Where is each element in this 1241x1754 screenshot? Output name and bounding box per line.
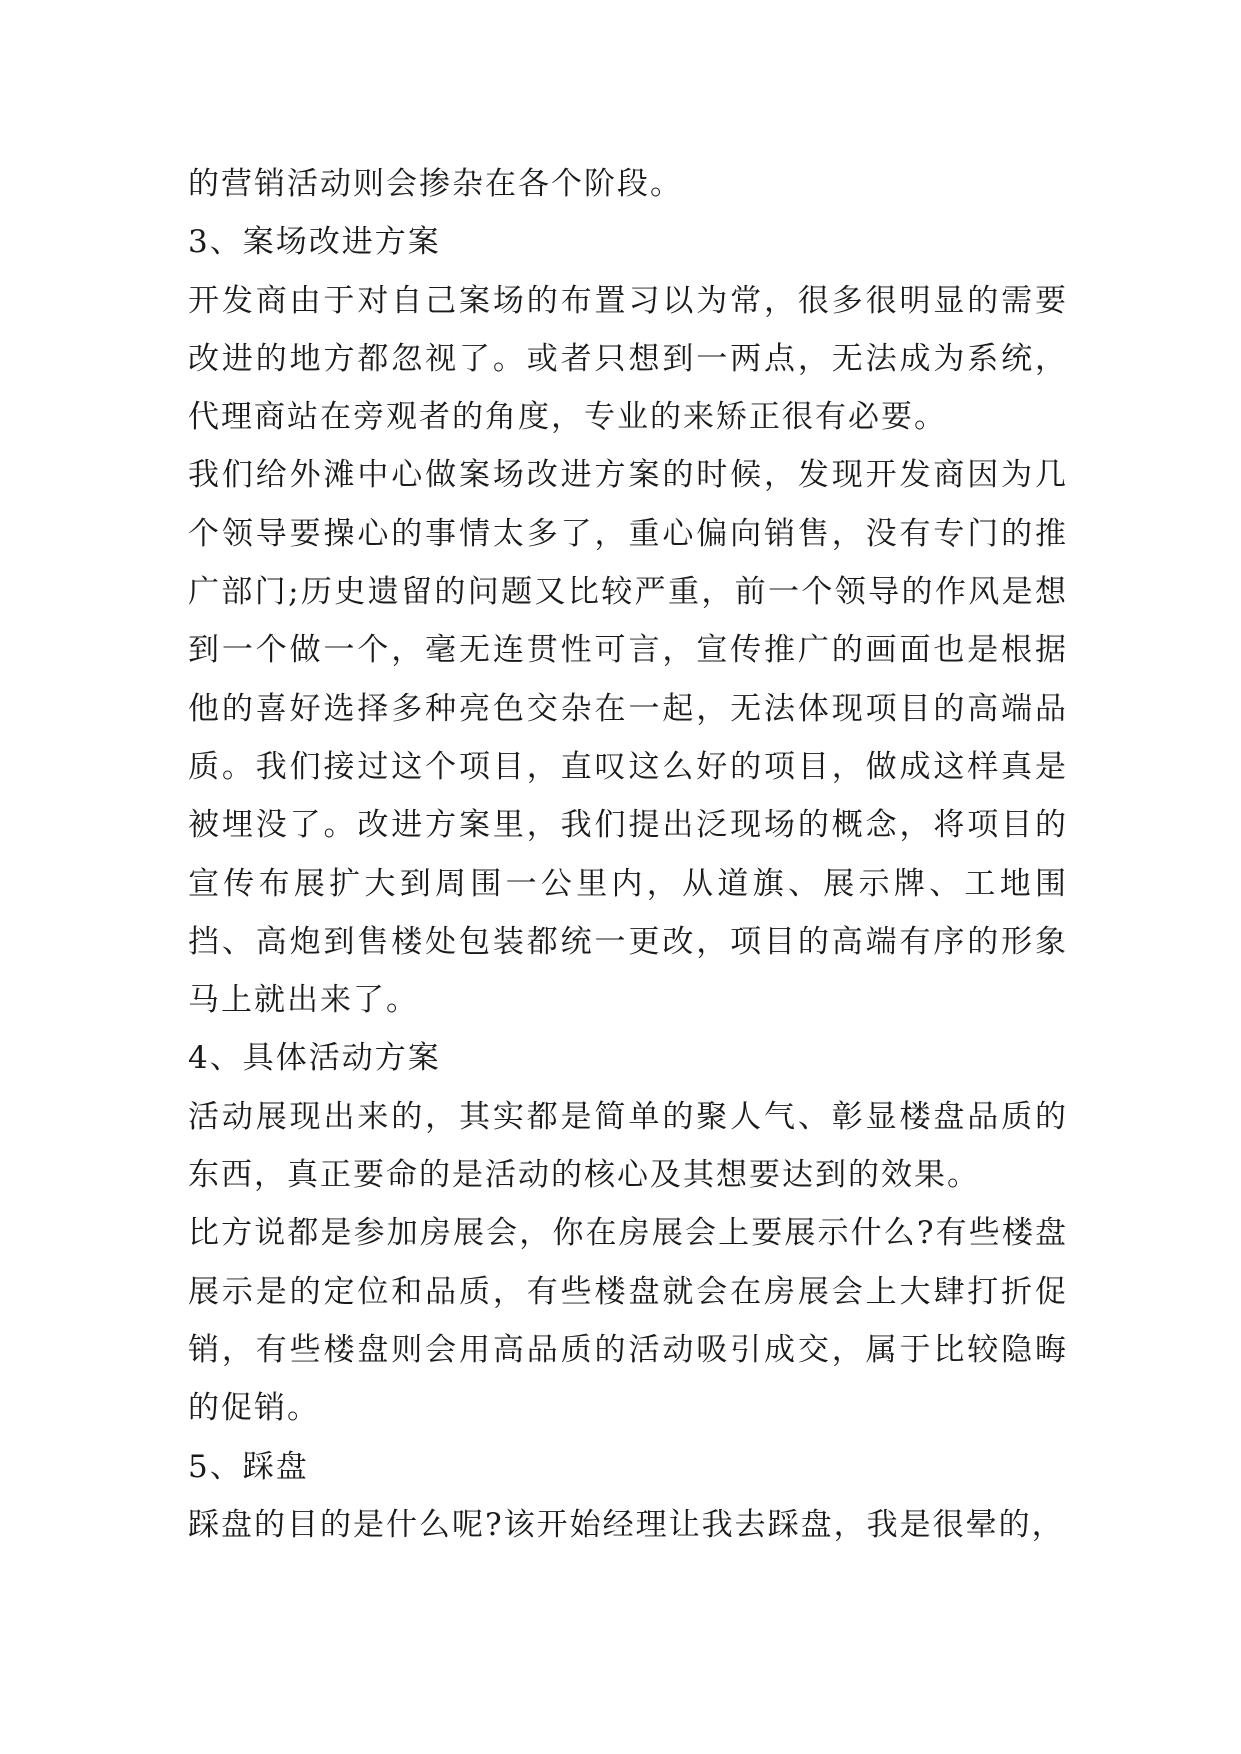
paragraph: 我们给外滩中心做案场改进方案的时候，发现开发商因为几个领导要操心的事情太多了，重心偏向销售，没有专门的推广部门;历史遗留的问题又比较严重，前一个领导的作风是想到一个做一个，毫无连贯性可言，宣传推广的画面也是根据他的喜好选择多种亮色交杂在一起，无法体现项目的高端品质。我们接过这个项目，直叹这么好的项目，做成这样真是被埋没了。改进方案里，我们提出泛现场的概念，将项目的宣传布展扩大到周围一公里内，从道旗、展示牌、工地围挡、高炮到售楼处包装都统一更改，项目的高端有序的形象马上就出来了。 xyxy=(188,457,1068,1019)
section-heading: 3、案场改进方案 xyxy=(188,224,441,261)
paragraph: 踩盘的目的是什么呢?该开始经理让我去踩盘，我是很晕的， xyxy=(188,1506,1065,1543)
section-heading: 4、具体活动方案 xyxy=(188,1040,441,1077)
document-body xyxy=(188,155,1068,1554)
section-heading: 5、踩盘 xyxy=(188,1448,309,1485)
paragraph: 的营销活动则会掺杂在各个阶段。 xyxy=(188,166,683,202)
paragraph: 开发商由于对自己案场的布置习以为常，很多很明显的需要改进的地方都忽视了。或者只想到一两点，无法成为系统，代理商站在旁观者的角度，专业的来矫正很有必要。 xyxy=(188,282,1068,436)
paragraph: 活动展现出来的，其实都是简单的聚人气、彰显楼盘品质的东西，真正要命的是活动的核心及其想要达到的效果。 xyxy=(188,1098,1068,1194)
paragraph: 比方说都是参加房展会，你在房展会上要展示什么?有些楼盘展示是的定位和品质，有些楼盘就会在房展会上大肆打折促销，有些楼盘则会用高品质的活动吸引成交，属于比较隐晦的促销。 xyxy=(188,1215,1068,1427)
